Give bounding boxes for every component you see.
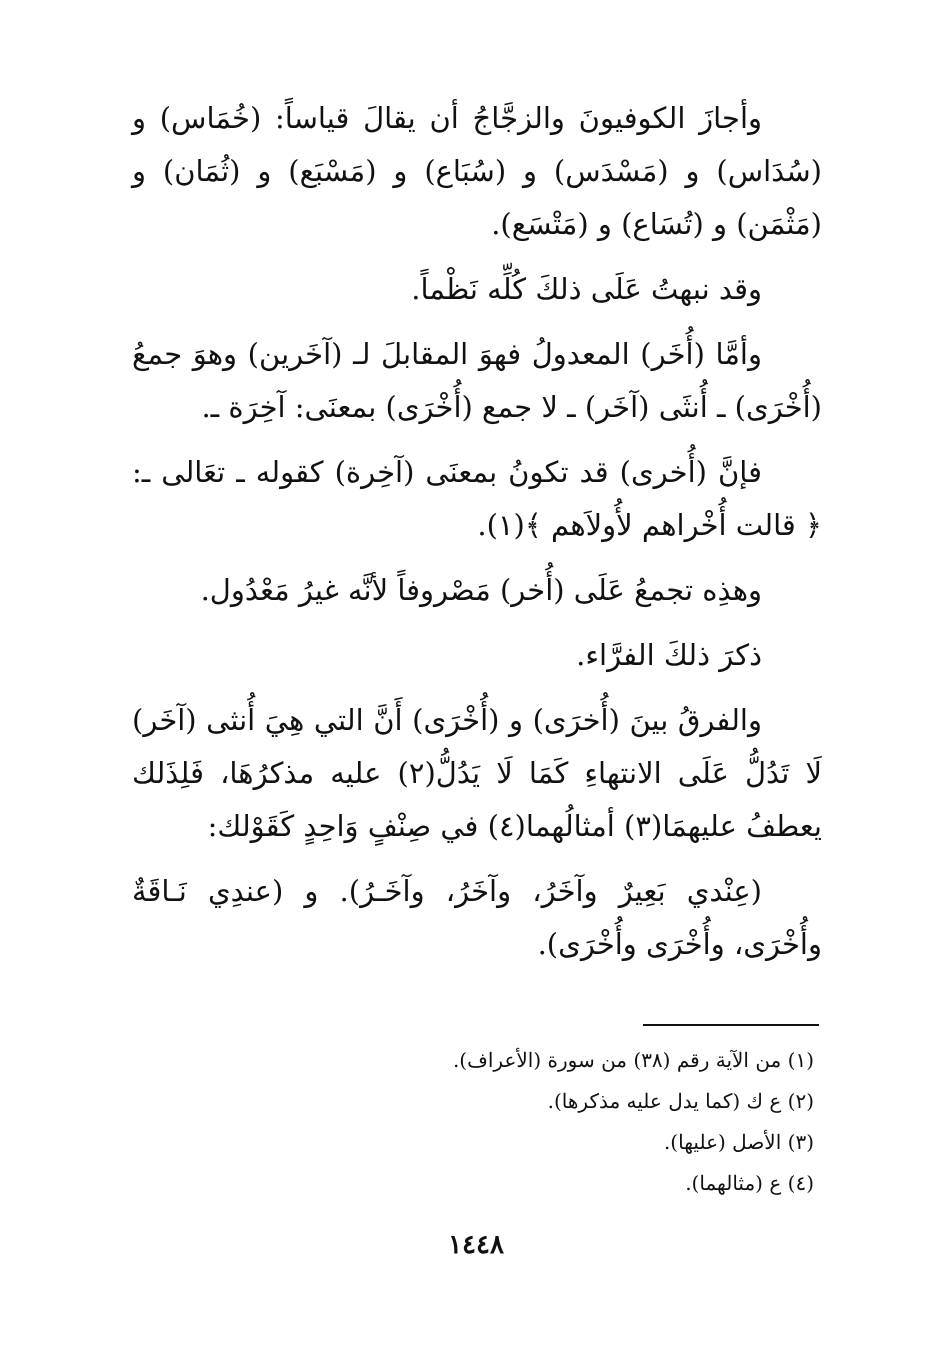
footnote-1: (١) من الآية رقم (٣٨) من سورة (الأعراف). bbox=[452, 1048, 814, 1072]
footnote-divider bbox=[643, 1024, 819, 1026]
paragraph-example: (عِنْدي بَعِيرٌ وآخَرُ، وآخَرُ، وآخَـرُ). و (عندِي نَـاقَةٌ وأُخْرَى، وأُخْرَى وأُخْرَى). bbox=[132, 874, 822, 961]
paragraph-versified-note: وقد نبهتُ عَلَى ذلكَ كُلِّه نَظْماً. bbox=[411, 272, 762, 306]
footnote-4: (٤) ع (مثالهما). bbox=[685, 1171, 814, 1195]
main-text bbox=[132, 92, 822, 983]
paragraph-ukhra-quran: فإنَّ (أُخرى) قد تكونُ بمعنَى (آخِرة) كقوله ـ تعَالى ـ: ﴿ قالت أُخْراهم لأُولاَهم ﴾(١). bbox=[132, 455, 822, 542]
paragraph-plural-ukhar: وهذِه تجمعُ عَلَى (أُخر) مَصْروفاً لأنَّه غيرُ مَعْدُول. bbox=[200, 573, 762, 607]
paragraph-ukhar-meaning: وأمَّا (أُخَر) المعدولُ فهوَ المقابلَ لـ (آخَرين) وهوَ جمعُ (أُخْرَى) ـ أُنثَى (آخَر) ـ لا جمع (أُخْرَى) بمعنَى: آخِرَة ـ. bbox=[132, 337, 822, 424]
footnote-2: (٢) ع ك (كما يدل عليه مذكرها). bbox=[547, 1089, 814, 1113]
footnotes bbox=[134, 1040, 814, 1204]
paragraph-difference: والفرقُ بينَ (أُخرَى) و (أُخْرَى) أَنَّ التي هِيَ أُنثى (آخَر) لَا تَدُلُّ عَلَى الانتهاءِ كَمَا لَا يَدُلُّ(٢) عليه مذكرُهَا، فَلِذَلك يعطفُ عليهمَا(٣) أمثالُهما(٤) في صِنْفٍ وَاحِدٍ كَقَوْلك: bbox=[132, 703, 822, 843]
footnote-3: (٣) الأصل (عليها). bbox=[663, 1130, 814, 1154]
paragraph-farra: ذكرَ ذلكَ الفرَّاء. bbox=[576, 638, 762, 672]
page-number: ١٤٤٨ bbox=[448, 1230, 504, 1260]
paragraph-kufans-numerals: وأجازَ الكوفيونَ والزجَّاجُ أن يقالَ قياساً: (خُمَاس) و (سُدَاس) و (مَسْدَس) و (سُبَاع) و (مَسْبَع) و (ثُمَان) و (مَثْمَن) و (تُسَاع) و (مَتْسَع). bbox=[132, 101, 822, 241]
